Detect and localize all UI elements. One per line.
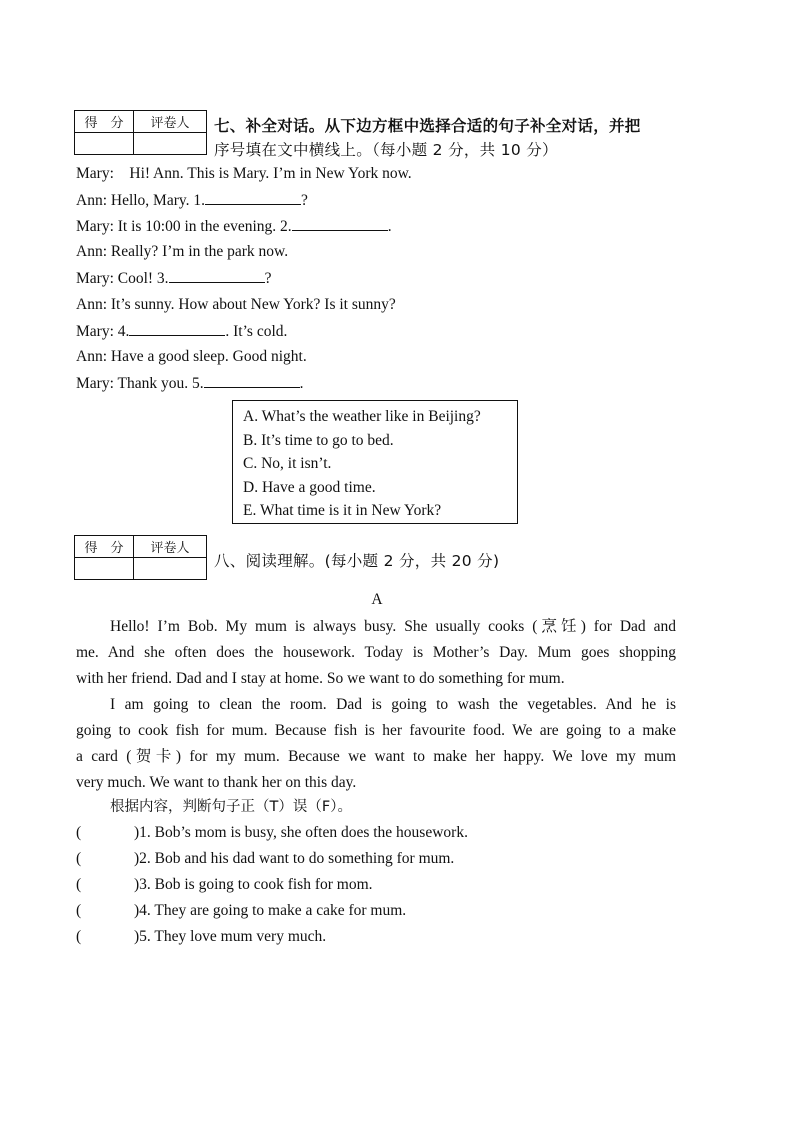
section7-title-points: 序号填在文中横线上。（每小题 2 分，共 10 分） <box>214 141 558 159</box>
dialogue-punct: ? <box>301 192 308 209</box>
answer-paren[interactable]: ( <box>76 928 82 945</box>
answer-blank-2[interactable] <box>292 214 388 231</box>
dialogue-line <box>76 371 303 396</box>
option-e: E. What time is it in New York? <box>243 502 442 519</box>
answer-blank-3[interactable] <box>169 266 265 283</box>
question-text: )1. Bob’s mom is busy, she often does the housework. <box>134 824 468 841</box>
option-d: D. Have a good time. <box>243 478 376 496</box>
dialogue-line <box>76 240 288 264</box>
answer-blank-4[interactable] <box>129 319 225 336</box>
dialogue-text: Mary: Cool! 3. <box>76 270 169 287</box>
dialogue-line <box>76 345 307 369</box>
score-cell[interactable] <box>75 558 134 580</box>
passage-paragraph-2 <box>76 692 676 796</box>
grader-label: 评卷人 <box>134 536 207 558</box>
answer-paren[interactable]: ( <box>76 902 82 919</box>
passage-line: going to cook fish for mum. Because fish is her favourite food. We are going to a make <box>76 722 676 739</box>
dialogue-text: Mary: Hi! Ann. This is Mary. I’m in New York now. <box>76 165 412 182</box>
dialogue-punct: . It’s cold. <box>225 323 288 340</box>
option-c: C. No, it isn’t. <box>243 455 332 472</box>
question-text: )4. They are going to make a cake for mum. <box>134 902 407 919</box>
section7-title <box>214 114 641 162</box>
passage-paragraph-1 <box>76 614 676 692</box>
dialogue-line <box>76 188 308 213</box>
passage-line: with her friend. Dad and I stay at home. So we want to do something for mum. <box>76 670 565 687</box>
options-box <box>232 400 518 524</box>
dialogue-text: Mary: Thank you. 5. <box>76 375 204 392</box>
passage-line: a card (贺卡) for my mum. Because we want to make her happy. We love my mum <box>76 748 676 765</box>
grader-label: 评卷人 <box>134 111 207 133</box>
question-text: )5. They love mum very much. <box>134 928 327 945</box>
answer-paren[interactable]: ( <box>76 876 82 893</box>
dialogue-line <box>76 162 412 186</box>
tf-instruction: 根据内容，判断句子正（T）误（F）。 <box>110 799 352 815</box>
question-text: )2. Bob and his dad want to do something for mum. <box>134 850 455 867</box>
passage-letter: A <box>371 591 383 608</box>
option-b: B. It’s time to go to bed. <box>243 431 394 449</box>
dialogue-line <box>76 293 396 317</box>
tf-question-4[interactable] <box>76 899 406 923</box>
option-a: A. What’s the weather like in Beijing? <box>243 408 481 425</box>
score-label: 得 分 <box>75 536 134 558</box>
dialogue-text: Ann: Have a good sleep. Good night. <box>76 348 307 365</box>
tf-question-3[interactable] <box>76 873 373 897</box>
score-box-section8 <box>74 535 207 580</box>
dialogue-line <box>76 266 271 291</box>
answer-blank-1[interactable] <box>205 188 301 205</box>
answer-blank-5[interactable] <box>204 371 300 388</box>
passage-line: very much. We want to thank her on this day. <box>76 774 357 791</box>
passage-line: me. And she often does the housework. Today is Mother’s Day. Mum goes shopping <box>76 644 676 661</box>
grader-cell[interactable] <box>134 133 207 155</box>
dialogue-line <box>76 319 287 344</box>
section7-title-heading: 七、补全对话。 <box>214 117 325 135</box>
section8-title: 八、阅读理解。(每小题 2 分，共 20 分) <box>214 552 500 570</box>
dialogue-text: Ann: It’s sunny. How about New York? Is it sunny? <box>76 296 396 313</box>
question-text: )3. Bob is going to cook fish for mom. <box>134 876 373 893</box>
dialogue-text: Ann: Hello, Mary. 1. <box>76 192 206 209</box>
dialogue-punct: . <box>299 375 304 392</box>
tf-question-2[interactable] <box>76 847 454 871</box>
passage-line: I am going to clean the room. Dad is going to wash the vegetables. And he is <box>110 696 676 713</box>
dialogue-punct: ? <box>264 270 272 287</box>
grader-cell[interactable] <box>134 558 207 580</box>
tf-question-5[interactable] <box>76 925 326 949</box>
answer-paren[interactable]: ( <box>76 850 82 867</box>
dialogue-text: Ann: Really? I’m in the park now. <box>76 243 289 260</box>
dialogue-text: Mary: 4. <box>76 323 130 340</box>
score-cell[interactable] <box>75 133 134 155</box>
section7-title-instruction: 从下边方框中选择合适的句子补全对话，并把 <box>324 117 641 135</box>
tf-question-1[interactable] <box>76 821 468 845</box>
score-label: 得 分 <box>75 111 134 133</box>
answer-paren[interactable]: ( <box>76 824 82 841</box>
dialogue-text: Mary: It is 10:00 in the evening. 2. <box>76 218 292 235</box>
dialogue-line <box>76 214 392 239</box>
passage-line: Hello! I’m Bob. My mum is always busy. She usually cooks (烹饪) for Dad and <box>110 618 676 635</box>
dialogue-punct: . <box>387 218 392 235</box>
score-box-section7 <box>74 110 207 155</box>
